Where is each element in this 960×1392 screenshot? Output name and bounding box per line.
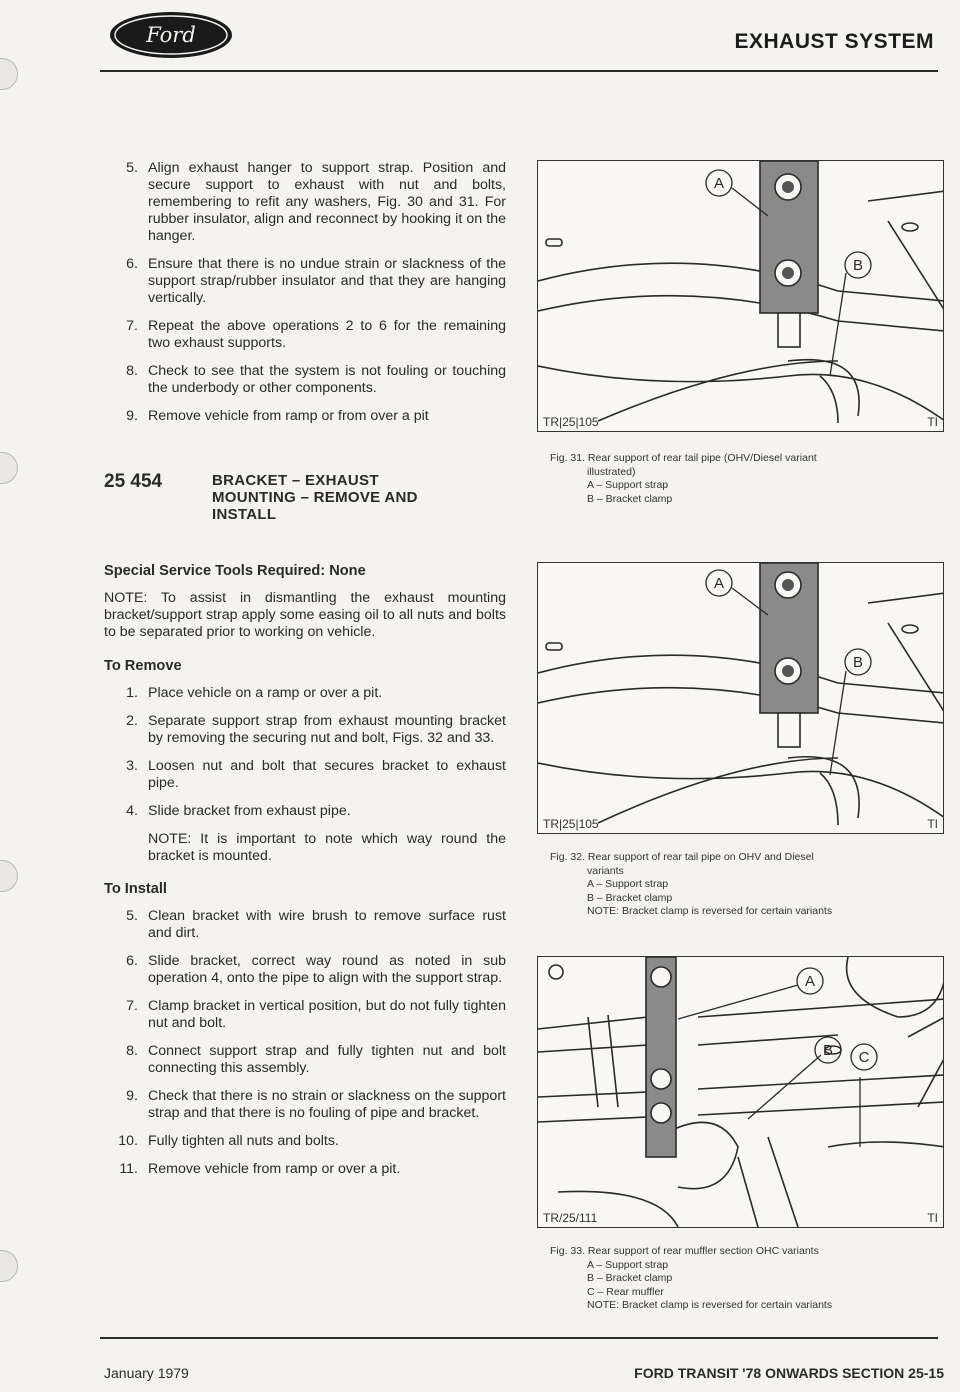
callout-b: B	[822, 1042, 834, 1059]
callout-a: A	[713, 175, 725, 192]
figure-tag: TI	[927, 817, 938, 831]
step-text: Connect support strap and fully tighten nut and bolt connecting this assembly.	[148, 1043, 506, 1076]
step-number: 5.	[126, 160, 138, 176]
caption-line: B – Bracket clamp	[587, 1272, 673, 1284]
muffler-support-illustration	[538, 957, 944, 1228]
list-item	[104, 685, 506, 702]
step-text: Clamp bracket in vertical position, but do not fully tighten nut and bolt.	[148, 998, 506, 1031]
step-number: 7.	[126, 318, 138, 334]
list-item	[104, 908, 506, 942]
remove-steps-list	[104, 685, 506, 865]
footer-manual-title: FORD TRANSIT '78 ONWARDS SECTION 25-15	[634, 1365, 944, 1381]
binder-hole	[0, 452, 18, 484]
figure-33-caption	[550, 1245, 940, 1313]
step-text: Loosen nut and bolt that secures bracket to exhaust pipe.	[148, 758, 506, 791]
step-number: 2.	[126, 713, 138, 729]
figure-code: TR/25/111	[543, 1211, 598, 1225]
step-text: Ensure that there is no undue strain or slackness of the support strap/rubber insulator and that they are hanging vertically.	[148, 256, 506, 306]
figure-32-caption	[550, 851, 940, 919]
logo-text: Ford	[146, 23, 196, 47]
step-text: Check to see that the system is not fouling or touching the underbody or other components.	[148, 363, 506, 396]
figure-code: TR|25|105	[543, 817, 599, 831]
callout-a: A	[713, 575, 725, 592]
list-item	[104, 803, 506, 820]
list-item	[104, 953, 506, 987]
step-number: 8.	[126, 363, 138, 379]
step-text: Check that there is no strain or slackness on the support strap and that there is no fouling of pipe and bracket.	[148, 1088, 506, 1121]
step-number: 4.	[126, 803, 138, 819]
binder-hole	[0, 58, 18, 90]
figure-31-caption	[550, 452, 940, 506]
step-text: Remove vehicle from ramp or over a pit.	[148, 1161, 401, 1177]
callout-b: B	[852, 257, 864, 274]
caption-line: B – Bracket clamp	[587, 492, 673, 505]
list-item	[104, 998, 506, 1032]
caption-title: Fig. 32. Rear support of rear tail pipe on OHV and Diesel	[550, 851, 814, 863]
binder-hole	[0, 860, 18, 892]
section-title-line: BRACKET – EXHAUST	[212, 472, 379, 489]
step-number: 3.	[126, 758, 138, 774]
page-header-title: EXHAUST SYSTEM	[734, 30, 934, 53]
install-steps-list	[104, 160, 506, 425]
callout-b: B	[852, 654, 864, 671]
step-text: Fully tighten all nuts and bolts.	[148, 1133, 339, 1149]
binder-hole	[0, 1250, 18, 1282]
list-item	[104, 408, 506, 425]
caption-line: illustrated)	[587, 465, 636, 478]
figure-tag: TI	[927, 415, 938, 429]
step-text: Place vehicle on a ramp or over a pit.	[148, 685, 383, 701]
bracket-orientation-note	[104, 831, 506, 865]
caption-line: A – Support strap	[587, 1258, 669, 1271]
install-steps-list	[104, 908, 506, 1178]
caption-line: B – Bracket clamp	[587, 891, 673, 904]
caption-line: variants	[587, 864, 624, 877]
special-tools-heading: Special Service Tools Required: None	[104, 563, 366, 579]
callout-c: C	[858, 1049, 870, 1066]
list-item	[104, 1043, 506, 1077]
support-strap-illustration	[538, 563, 944, 834]
step-number: 11.	[119, 1161, 138, 1177]
section-title	[212, 472, 418, 523]
install-heading: To Install	[104, 881, 167, 897]
figure-33	[537, 956, 944, 1228]
caption-title: Fig. 31. Rear support of rear tail pipe (OHV/Diesel variant	[550, 452, 817, 464]
figure-32	[537, 562, 944, 834]
caption-title: Fig. 33. Rear support of rear muffler section OHC variants	[550, 1245, 819, 1257]
figure-tag: TI	[927, 1211, 938, 1225]
list-item	[104, 1161, 506, 1178]
figure-code: TR|25|105	[543, 415, 599, 429]
section-title-line: MOUNTING – REMOVE AND	[212, 489, 418, 506]
step-number: 5.	[126, 908, 138, 924]
step-text: Remove vehicle from ramp or from over a pit	[148, 408, 429, 424]
list-item	[104, 1088, 506, 1122]
list-item	[104, 256, 506, 307]
step-number: 10.	[118, 1133, 138, 1149]
header-rule	[100, 70, 938, 72]
footer-date: January 1979	[104, 1365, 189, 1381]
step-text: Slide bracket from exhaust pipe.	[148, 803, 351, 819]
remove-heading: To Remove	[104, 658, 182, 674]
ford-logo	[108, 10, 234, 60]
support-strap-illustration	[538, 161, 944, 432]
easing-oil-note: NOTE: To assist in dismantling the exhaust mounting bracket/support strap apply some easing oil to all nuts and bolts to be separated prior to working on vehicle.	[104, 590, 506, 640]
step-number: 1.	[126, 685, 138, 701]
text-column	[104, 160, 506, 1189]
step-number: 9.	[126, 1088, 138, 1104]
callout-a: A	[804, 973, 816, 990]
section-heading	[104, 472, 506, 523]
step-number: 6.	[126, 953, 138, 969]
caption-line: A – Support strap	[587, 479, 669, 491]
step-number: 6.	[126, 256, 138, 272]
step-number: 8.	[126, 1043, 138, 1059]
step-text: Align exhaust hanger to support strap. Position and secure support to exhaust with nut and bolts, remembering to refit any washers, Fig. 30 and 31. For rubber insulator, align and reconnect by hooking it on the hanger.	[148, 160, 506, 244]
caption-line: NOTE: Bracket clamp is reversed for certain variants	[587, 1299, 833, 1311]
caption-line: A – Support strap	[587, 878, 669, 890]
list-item	[104, 160, 506, 245]
step-number: 9.	[126, 408, 138, 424]
section-title-line: INSTALL	[212, 506, 277, 523]
list-item	[104, 713, 506, 747]
section-number: 25 454	[104, 471, 163, 492]
step-number: 7.	[126, 998, 138, 1014]
list-item	[104, 758, 506, 792]
list-item	[104, 318, 506, 352]
step-text: Slide bracket, correct way round as noted in sub operation 4, onto the pipe to align with the support strap.	[148, 953, 506, 986]
figure-31	[537, 160, 944, 432]
footer-rule	[100, 1337, 938, 1339]
step-text: Separate support strap from exhaust mounting bracket by removing the securing nut and bolt, Figs. 32 and 33.	[148, 713, 506, 746]
caption-line: C – Rear muffler	[587, 1285, 664, 1298]
note-text: NOTE: It is important to note which way round the bracket is mounted.	[148, 831, 506, 864]
list-item	[104, 363, 506, 397]
caption-line: NOTE: Bracket clamp is reversed for certain variants	[587, 905, 833, 917]
step-text: Clean bracket with wire brush to remove surface rust and dirt.	[148, 908, 506, 941]
list-item	[104, 1133, 506, 1150]
step-text: Repeat the above operations 2 to 6 for the remaining two exhaust supports.	[148, 318, 506, 351]
